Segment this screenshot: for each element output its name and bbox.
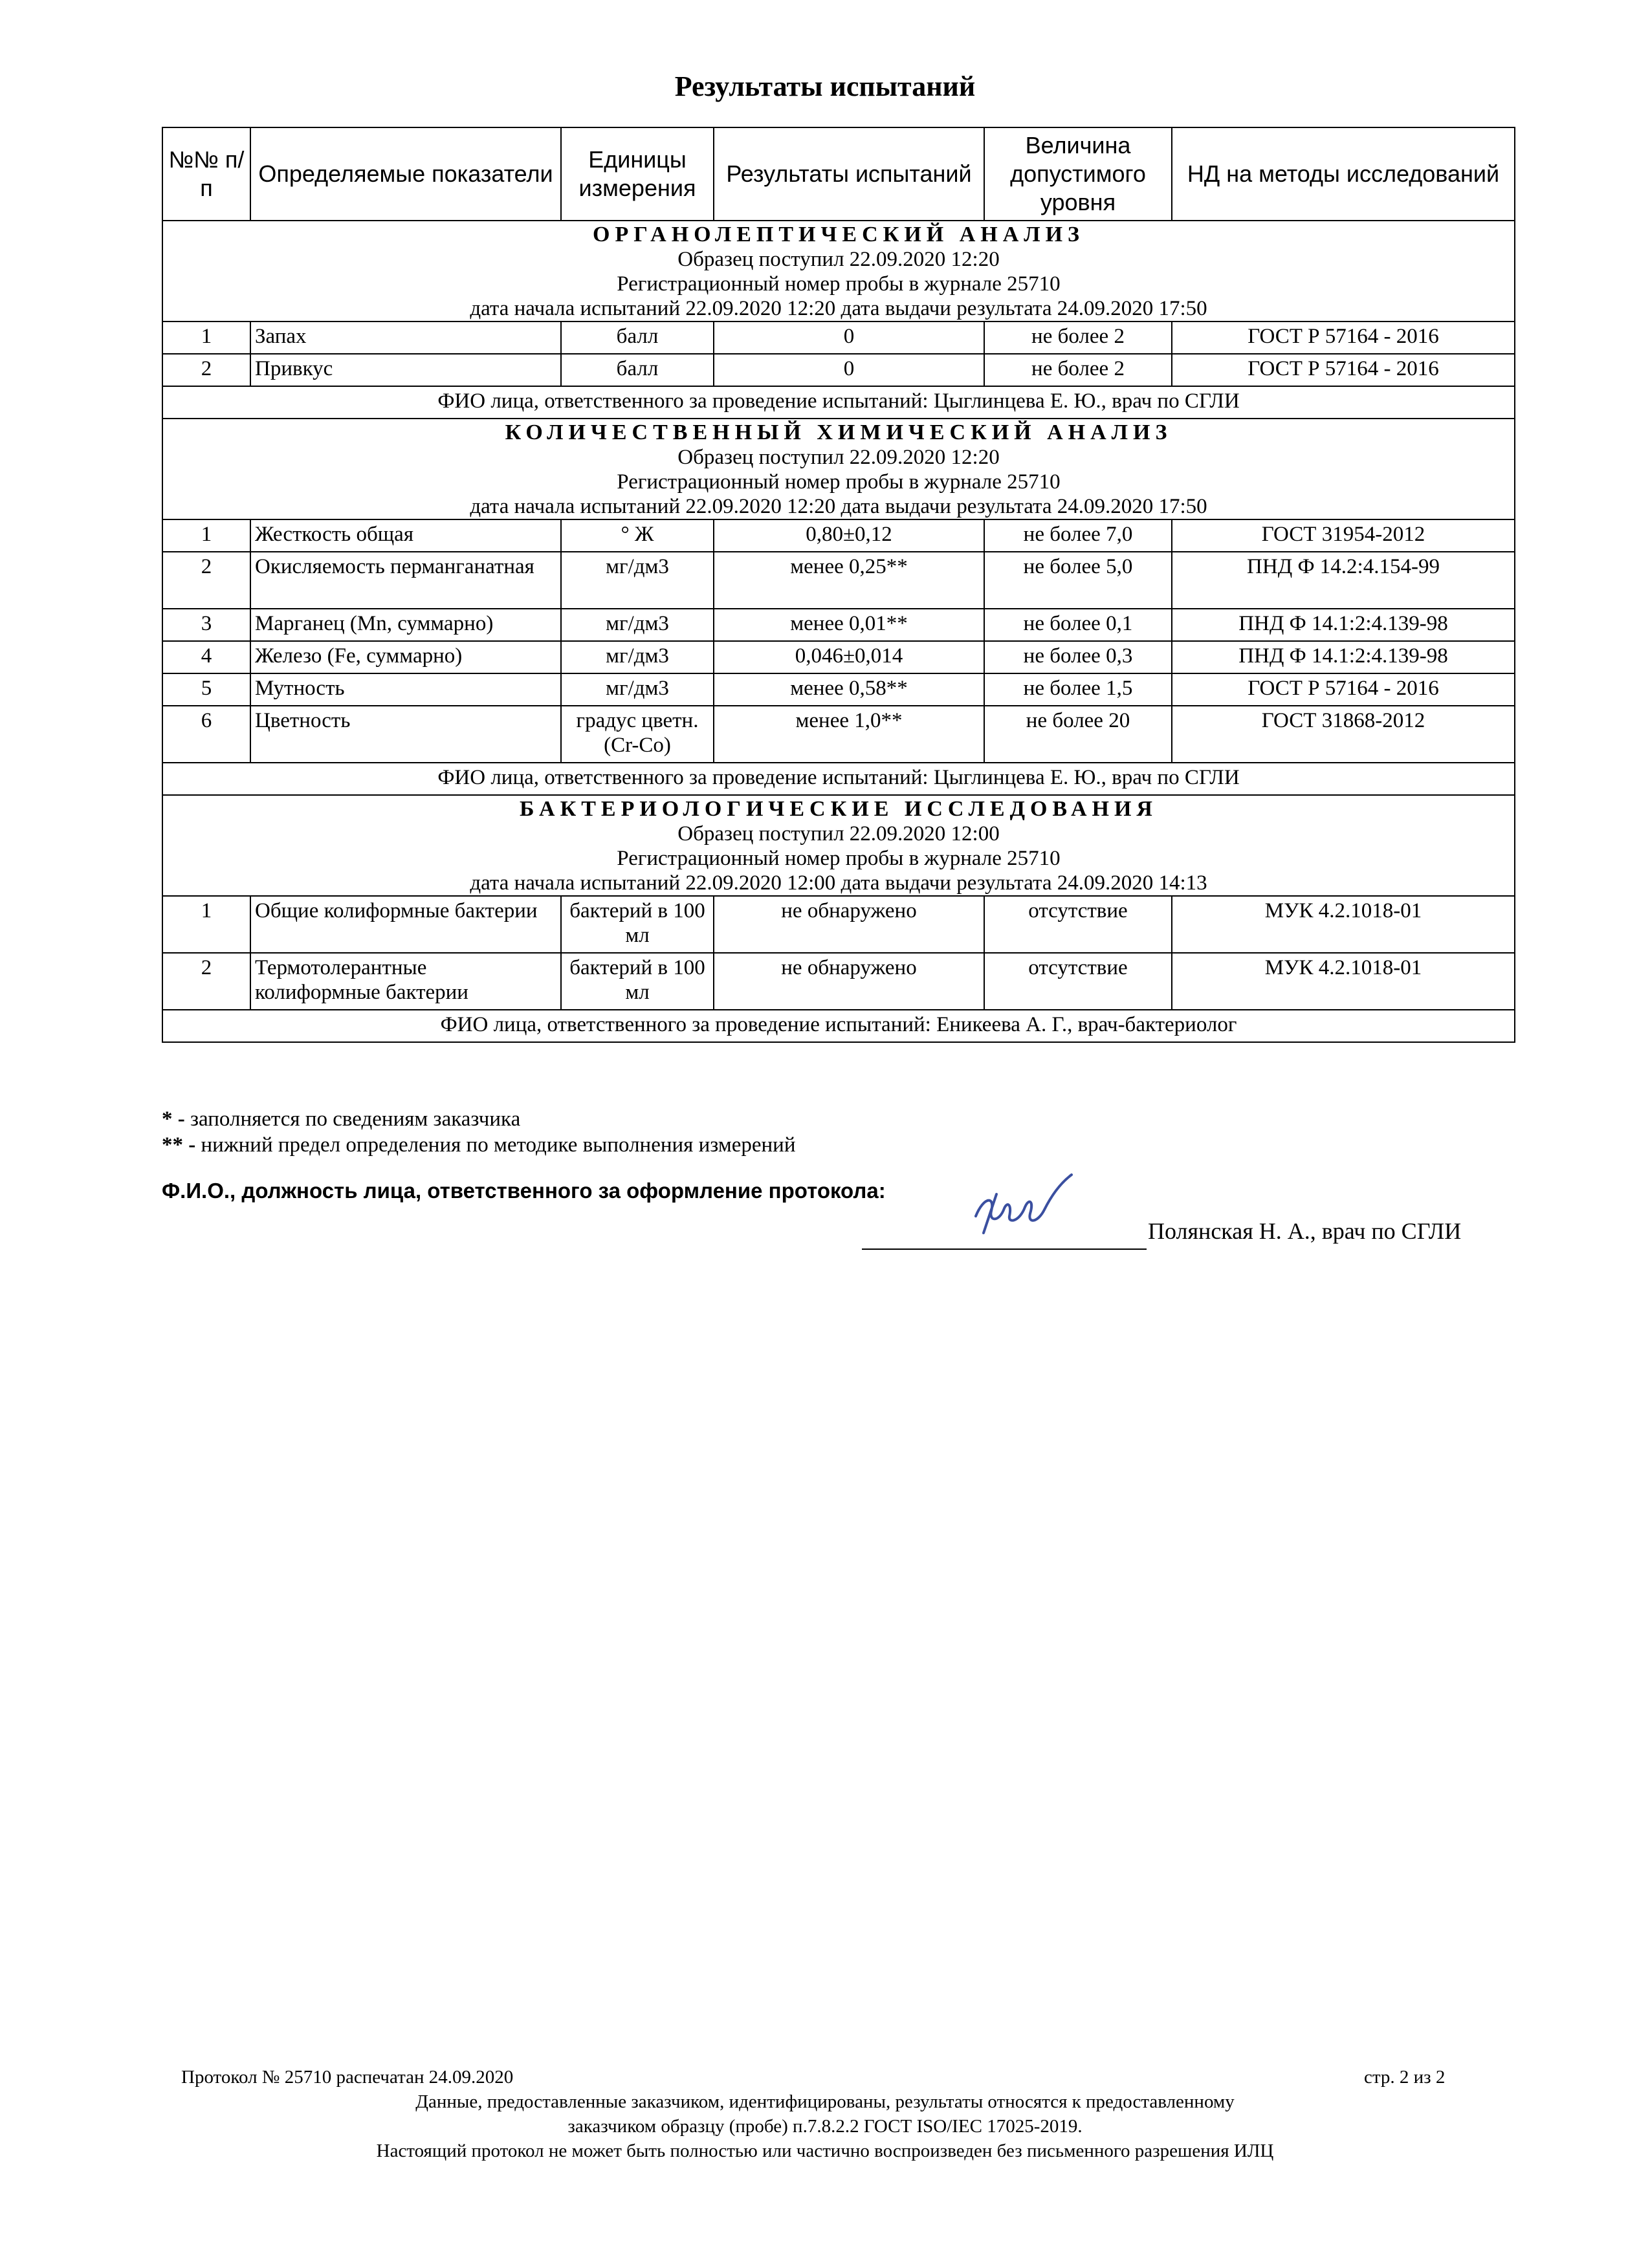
row-indicator: Запах (250, 322, 561, 354)
row-unit: ° Ж (561, 519, 714, 552)
registration-number: Регистрационный номер пробы в журнале 25710 (617, 847, 1061, 870)
responsible-row (162, 1010, 1515, 1042)
row-limit: отсутствие (984, 953, 1172, 1010)
row-number: 1 (162, 519, 250, 552)
row-limit: не более 1,5 (984, 673, 1172, 706)
table-row (162, 673, 1515, 706)
row-indicator: Марганец (Mn, суммарно) (250, 609, 561, 641)
row-limit: не более 5,0 (984, 552, 1172, 609)
row-unit: мг/дм3 (561, 673, 714, 706)
row-indicator: Общие колиформные бактерии (250, 896, 561, 953)
row-unit: мг/дм3 (561, 609, 714, 641)
section-header-row (162, 221, 1515, 322)
table-row (162, 519, 1515, 552)
row-number: 2 (162, 953, 250, 1010)
row-unit: балл (561, 354, 714, 386)
section-title: ОРГАНОЛЕПТИЧЕСКИЙ АНАЛИЗ (593, 223, 1084, 246)
row-method: МУК 4.2.1018-01 (1172, 953, 1515, 1010)
row-limit: не более 2 (984, 354, 1172, 386)
header-limit: Величина допустимого уровня (984, 127, 1172, 221)
row-unit: балл (561, 322, 714, 354)
protocol-responsible-label: Ф.И.О., должность лица, ответственного за оформление протокола: (162, 1179, 886, 1203)
page-title: Результаты испытаний (674, 71, 976, 102)
row-unit: мг/дм3 (561, 552, 714, 609)
row-method: ГОСТ 31868-2012 (1172, 706, 1515, 763)
row-unit: бактерий в 100 мл (561, 896, 714, 953)
footnote-text: заполняется по сведениям заказчика (184, 1107, 521, 1131)
responsible-person: ФИО лица, ответственного за проведение испытаний: Цыглинцева Е. Ю., врач по СГЛИ (162, 386, 1515, 419)
row-method: ПНД Ф 14.1:2:4.139-98 (1172, 609, 1515, 641)
table-row (162, 354, 1515, 386)
row-result: 0 (714, 322, 984, 354)
section-header-row (162, 795, 1515, 896)
row-result: не обнаружено (714, 896, 984, 953)
row-method: ГОСТ 31954-2012 (1172, 519, 1515, 552)
registration-number: Регистрационный номер пробы в журнале 25710 (617, 470, 1061, 494)
row-result: менее 0,01** (714, 609, 984, 641)
row-number: 3 (162, 609, 250, 641)
test-dates: дата начала испытаний 22.09.2020 12:00 дата выдачи результата 24.09.2020 14:13 (470, 871, 1207, 895)
row-limit: не более 20 (984, 706, 1172, 763)
row-method: ПНД Ф 14.1:2:4.139-98 (1172, 641, 1515, 673)
table-row (162, 609, 1515, 641)
responsible-row (162, 763, 1515, 795)
row-unit: градус цветн.(Cr-Co) (561, 706, 714, 763)
row-result: 0,046±0,014 (714, 641, 984, 673)
footer-protocol-info: Протокол № 25710 распечатан 24.09.2020 (181, 2067, 514, 2088)
footer-disclaimer-line3: Настоящий протокол не может быть полностью или частично воспроизведен без письменного разрешения ИЛЦ (376, 2141, 1274, 2161)
row-indicator: Мутность (250, 673, 561, 706)
row-limit: не более 0,1 (984, 609, 1172, 641)
row-unit: мг/дм3 (561, 641, 714, 673)
footnote-detection-limit (162, 1132, 795, 1158)
row-result: менее 0,58** (714, 673, 984, 706)
header-units: Единицы измерения (561, 127, 714, 221)
test-dates: дата начала испытаний 22.09.2020 12:20 дата выдачи результата 24.09.2020 17:50 (470, 495, 1207, 518)
registration-number: Регистрационный номер пробы в журнале 25710 (617, 272, 1061, 296)
header-results: Результаты испытаний (714, 127, 984, 221)
table-row (162, 706, 1515, 763)
table-row (162, 641, 1515, 673)
row-limit: не более 0,3 (984, 641, 1172, 673)
sample-received: Образец поступил 22.09.2020 12:20 (677, 446, 1000, 469)
row-number: 1 (162, 896, 250, 953)
row-limit: отсутствие (984, 896, 1172, 953)
footnote-mark: ** - (162, 1133, 196, 1157)
section-title: КОЛИЧЕСТВЕННЫЙ ХИМИЧЕСКИЙ АНАЛИЗ (505, 420, 1172, 444)
sample-received: Образец поступил 22.09.2020 12:00 (677, 822, 1000, 845)
header-method: НД на методы исследований (1172, 127, 1515, 221)
header-number: №№ п/п (162, 127, 250, 221)
sample-received: Образец поступил 22.09.2020 12:20 (677, 248, 1000, 271)
row-number: 2 (162, 552, 250, 609)
signer-name: Полянская Н. А., врач по СГЛИ (1148, 1218, 1462, 1244)
table-row (162, 552, 1515, 609)
footer-disclaimer-line1: Данные, предоставленные заказчиком, идентифицированы, результаты относятся к предоставленному (415, 2091, 1235, 2112)
responsible-row (162, 386, 1515, 419)
row-result: менее 0,25** (714, 552, 984, 609)
row-number: 6 (162, 706, 250, 763)
row-number: 4 (162, 641, 250, 673)
row-result: 0,80±0,12 (714, 519, 984, 552)
section-header-row (162, 419, 1515, 519)
row-result: менее 1,0** (714, 706, 984, 763)
table-row (162, 953, 1515, 1010)
row-indicator: Термотолерантные колиформные бактерии (250, 953, 561, 1010)
handwritten-signature (958, 1171, 1081, 1242)
row-indicator: Окисляемость перманганатная (250, 552, 561, 609)
results-table (162, 127, 1515, 1043)
table-row (162, 322, 1515, 354)
section-title: БАКТЕРИОЛОГИЧЕСКИЕ ИССЛЕДОВАНИЯ (520, 797, 1158, 821)
row-limit: не более 2 (984, 322, 1172, 354)
row-method: ГОСТ Р 57164 - 2016 (1172, 673, 1515, 706)
row-method: ПНД Ф 14.2:4.154-99 (1172, 552, 1515, 609)
footnote-mark: * - (162, 1107, 185, 1131)
row-method: МУК 4.2.1018-01 (1172, 896, 1515, 953)
row-limit: не более 7,0 (984, 519, 1172, 552)
responsible-person: ФИО лица, ответственного за проведение испытаний: Еникеева А. Г., врач-бактериолог (162, 1010, 1515, 1042)
responsible-person: ФИО лица, ответственного за проведение испытаний: Цыглинцева Е. Ю., врач по СГЛИ (162, 763, 1515, 795)
row-indicator: Привкус (250, 354, 561, 386)
row-indicator: Цветность (250, 706, 561, 763)
footer-page-number: стр. 2 из 2 (1364, 2067, 1446, 2088)
row-unit: бактерий в 100 мл (561, 953, 714, 1010)
test-dates: дата начала испытаний 22.09.2020 12:20 дата выдачи результата 24.09.2020 17:50 (470, 297, 1207, 320)
row-result: не обнаружено (714, 953, 984, 1010)
row-indicator: Жесткость общая (250, 519, 561, 552)
footnote-text: нижний предел определения по методике выполнения измерений (195, 1133, 796, 1157)
footer-disclaimer-line2: заказчиком образцу (пробе) п.7.8.2.2 ГОСТ ISO/IEC 17025-2019. (567, 2116, 1083, 2137)
header-row (162, 127, 1515, 221)
row-number: 1 (162, 322, 250, 354)
row-method: ГОСТ Р 57164 - 2016 (1172, 354, 1515, 386)
row-indicator: Железо (Fe, суммарно) (250, 641, 561, 673)
row-method: ГОСТ Р 57164 - 2016 (1172, 322, 1515, 354)
header-indicator: Определяемые показатели (250, 127, 561, 221)
row-number: 2 (162, 354, 250, 386)
signature-line (862, 1248, 1147, 1250)
table-row (162, 896, 1515, 953)
row-result: 0 (714, 354, 984, 386)
footnotes (162, 1106, 795, 1158)
footnote-customer (162, 1106, 795, 1132)
row-number: 5 (162, 673, 250, 706)
